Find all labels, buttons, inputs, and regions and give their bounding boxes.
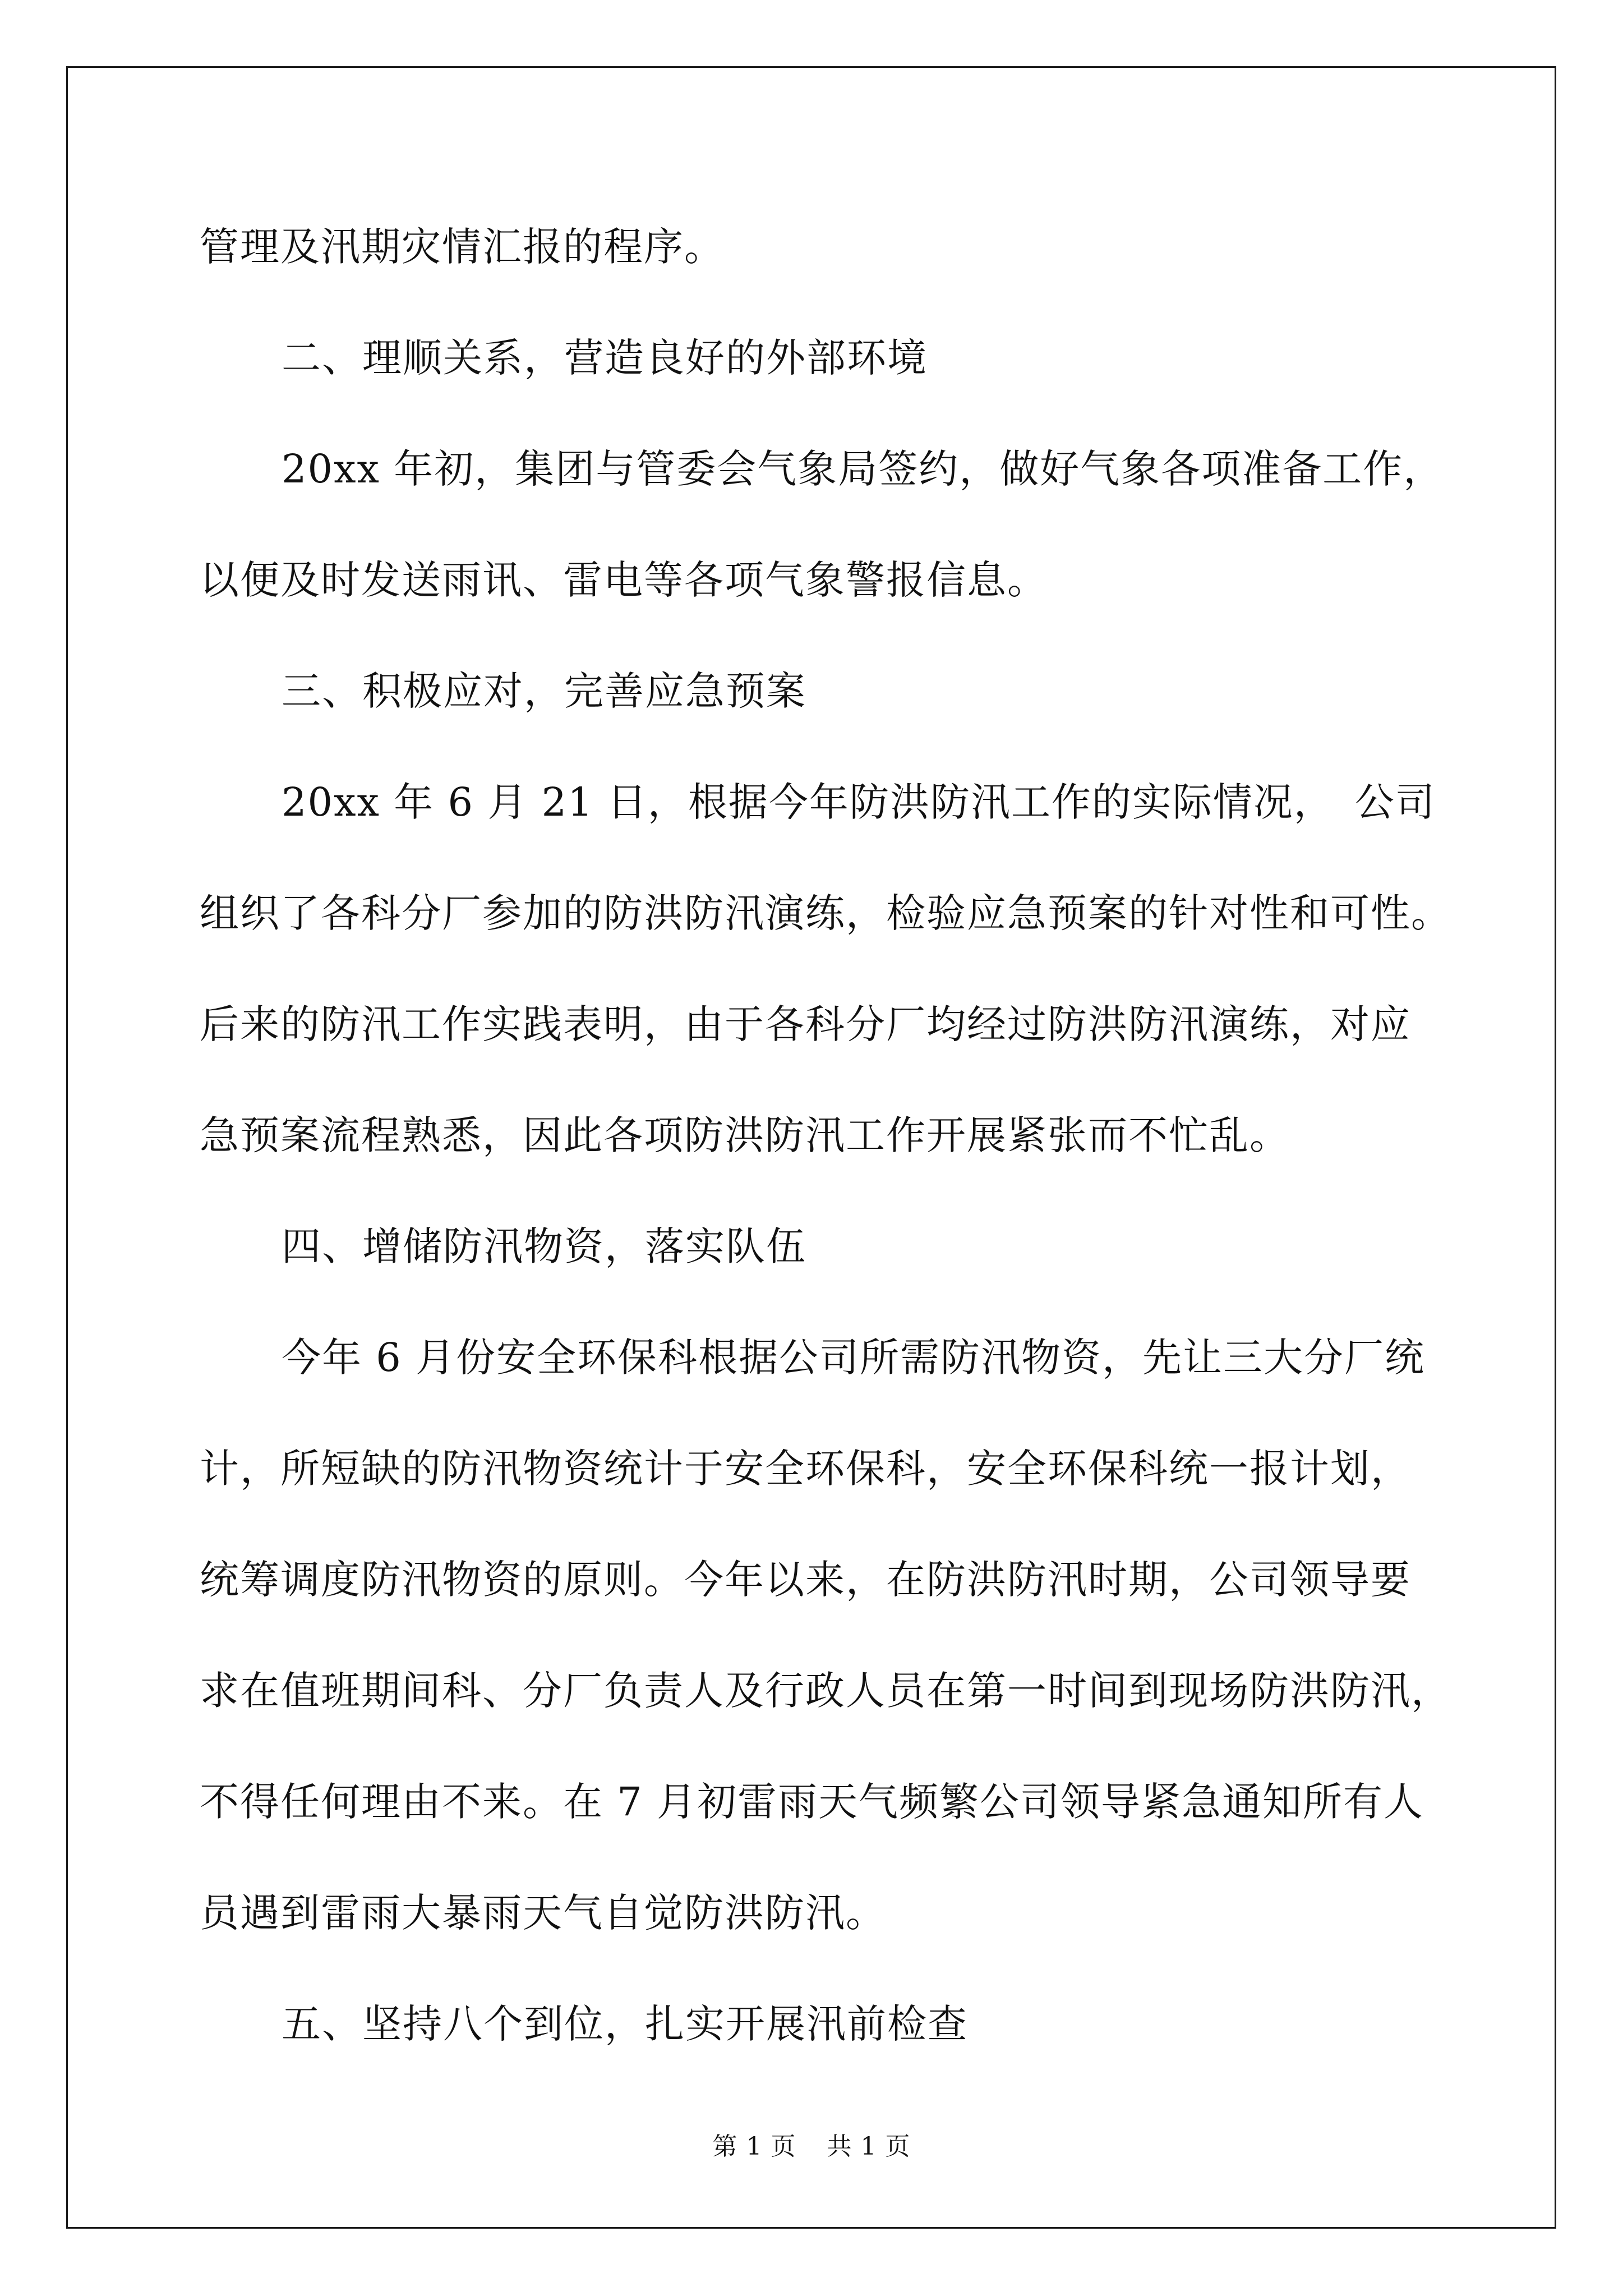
paragraph-line: 计，所短缺的防汛物资统计于安全环保科，安全环保科统一报计划， — [200, 1446, 1411, 1492]
paragraph-line: 求在值班期间科、分厂负责人及行政人员在第一时间到现场防洪防汛， — [200, 1668, 1451, 1714]
document-body — [200, 213, 1467, 2101]
paragraph-line: 组织了各科分厂参加的防洪防汛演练，检验应急预案的针对性和可性。 — [200, 890, 1451, 936]
paragraph-line: 管理及汛期灾情汇报的程序。 — [200, 224, 725, 270]
paragraph-line: 以便及时发送雨讯、雷电等各项气象警报信息。 — [200, 557, 1048, 603]
paragraph-line: 20xx 年初，集团与管委会气象局签约，做好气象各项准备工作， — [282, 446, 1444, 492]
page-footer — [0, 2126, 1623, 2162]
section-heading: 三、积极应对，完善应急预案 — [282, 668, 806, 714]
paragraph-line: 不得任何理由不来。在 7 月初雷雨天气频繁公司领导紧急通知所有人 — [200, 1779, 1424, 1825]
section-heading: 五、坚持八个到位，扎实开展汛前检查 — [282, 2001, 968, 2047]
page-number-current: 第 1 页 — [712, 2132, 796, 2161]
paragraph-line: 后来的防汛工作实践表明，由于各科分厂均经过防洪防汛演练，对应 — [200, 1001, 1411, 1047]
section-heading: 四、增储防汛物资，落实队伍 — [282, 1223, 806, 1269]
paragraph-line: 急预案流程熟悉，因此各项防洪防汛工作开展紧张而不忙乱。 — [200, 1112, 1290, 1158]
paragraph-line: 今年 6 月份安全环保科根据公司所需防汛物资，先让三大分厂统 — [282, 1335, 1426, 1381]
paragraph-line: 20xx 年 6 月 21 日，根据今年防洪防汛工作的实际情况， 公司 — [282, 779, 1436, 825]
paragraph-line: 员遇到雷雨大暴雨天气自觉防洪防汛。 — [200, 1890, 886, 1936]
page-number-total: 共 1 页 — [827, 2132, 911, 2161]
paragraph-line: 统筹调度防汛物资的原则。今年以来，在防洪防汛时期，公司领导要 — [200, 1557, 1411, 1603]
section-heading: 二、理顺关系，营造良好的外部环境 — [282, 335, 928, 381]
